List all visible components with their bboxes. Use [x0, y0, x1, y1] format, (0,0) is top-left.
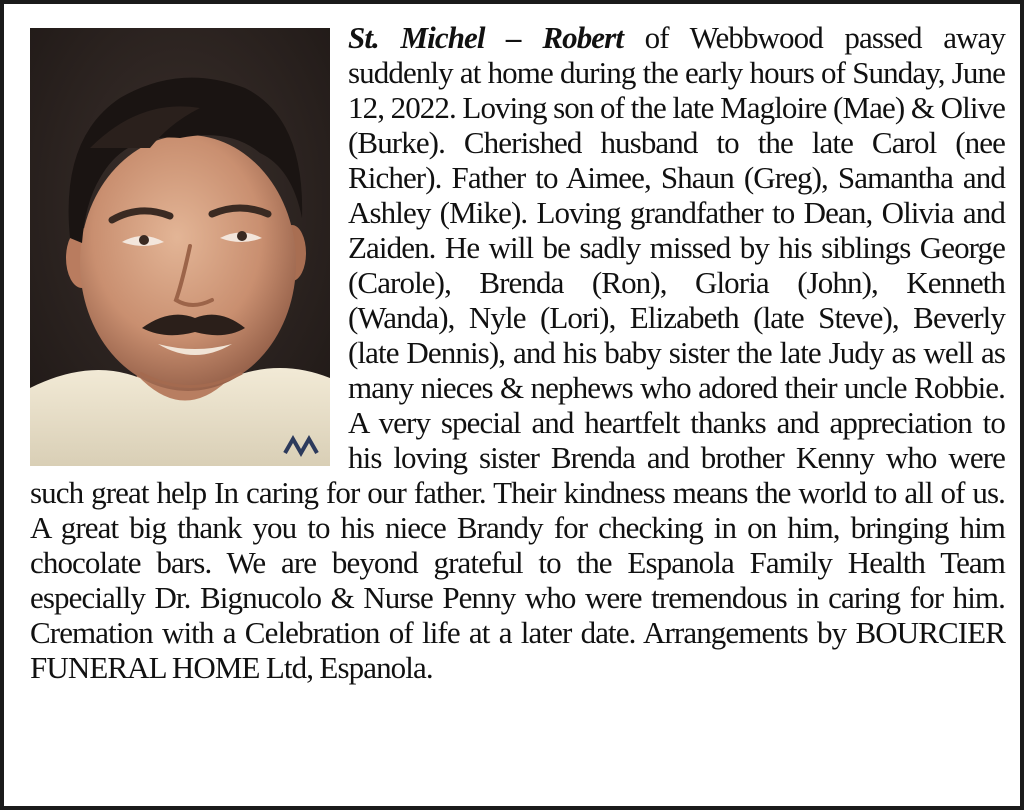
name-dash: –	[484, 20, 543, 55]
given-name: Robert	[542, 20, 624, 55]
deceased-name	[348, 20, 623, 55]
obituary-body: of Webbwood passed away suddenly at home during the early hours of Sunday, June 12, 2022. Loving son of the late Magloire (Mae) & Olive (Burke). Cherished husband to the late Carol (nee Richer). Father to Aimee, Shaun (Greg), Samantha and Ashley (Mike). Loving grandfather to Dean, Olivia and Zaiden. He will be sadly missed by his siblings George (Carole), Brenda (Ron), Gloria (John), Kenneth (Wanda), Nyle (Lori), Elizabeth (late Steve), Beverly (late Dennis), and his baby sister the late Judy as well as many nieces & nephews who adored their uncle Robbie. A very special and heartfelt thanks and appreciation to his loving sister Brenda and brother Kenny who were such great help In caring for our father. Their kindness means the world to all of us. A great big thank you to his niece Brandy for checking in on him, bringing him chocolate bars. We are beyond grateful to the Espanola Family Health Team especially Dr. Bignucolo & Nurse Penny who were tremendous in caring for him. Cremation with a Celebration of life at a later date. Arrangements by BOURCIER FUNERAL HOME Ltd, Espanola.	[30, 20, 1005, 685]
surname: St. Michel	[348, 20, 485, 55]
obituary-text	[30, 20, 1005, 685]
photo-text-wrap-spacer	[30, 20, 348, 470]
